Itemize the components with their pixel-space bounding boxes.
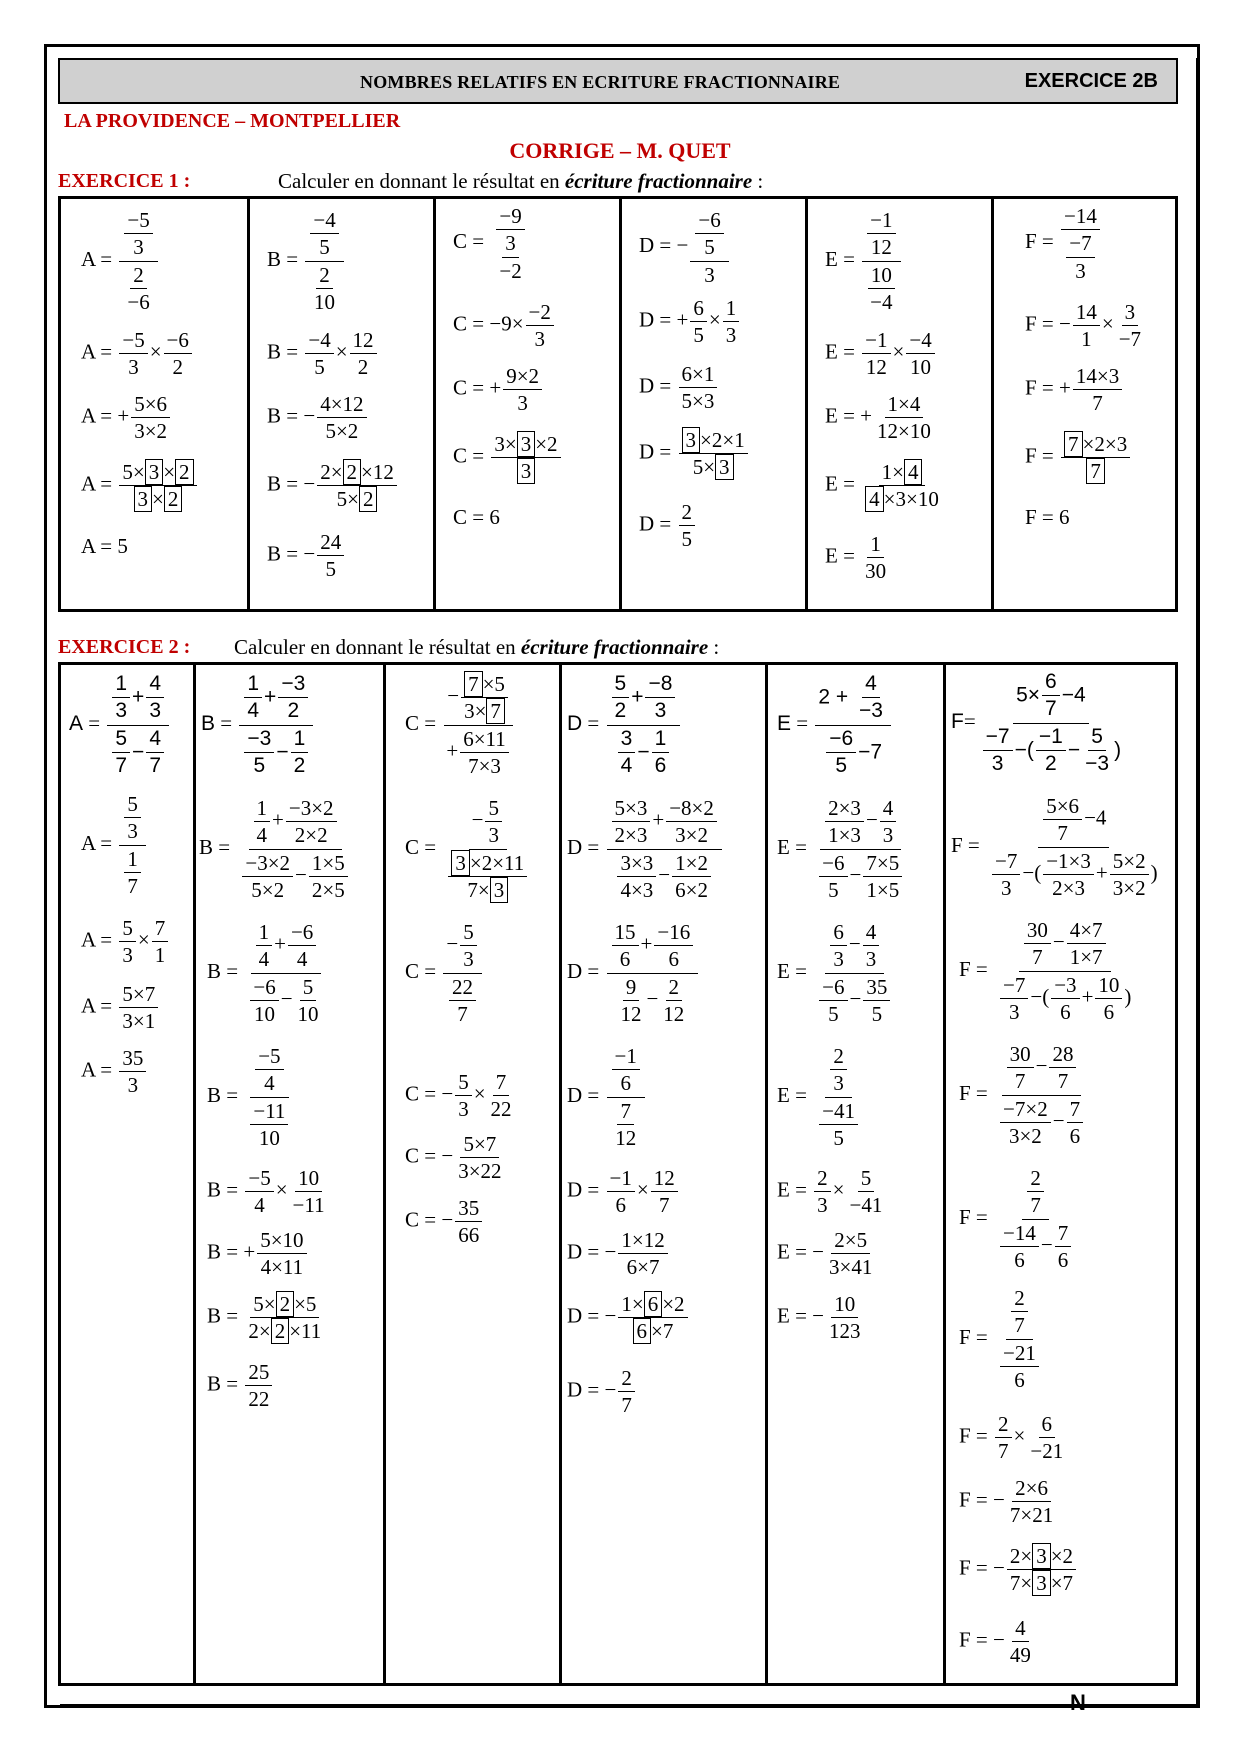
c2-step-2: C = − $\frac{5}{3}$ $\frac{3 \times 2\times 11}{7\times 3}$	[405, 795, 534, 903]
instruction-colon: :	[708, 635, 720, 659]
b-step-5: B = − $\frac{24}{5}$	[267, 529, 346, 583]
e2-step-5: E = $\frac{2}{3}$ × $\frac{5}{-41}$	[777, 1166, 883, 1218]
a-step-5: A = 5	[81, 534, 128, 558]
b2-step-8: B = $\frac{25}{22}$	[207, 1359, 274, 1413]
page-shadow-right	[1196, 58, 1200, 1708]
f2-step-4: F = $\frac{30}{7}$ − $\frac{28}{7}$ $\frac{-7\times 2}{3\times 2}$ − $\frac{7}{6}$	[959, 1041, 1090, 1149]
e-step-1: E = $\frac{\frac{-1}{12}}{\frac{10}{-4}}$	[825, 207, 903, 315]
c-step-3: C = + $\frac{9\times 2}{3}$	[453, 363, 544, 417]
f2-step-2: F = $\frac{5\times 6}{7}$ −4 $\frac{-7}{3}$ −( $\frac{-1\times 3}{2\times 3}$ + $\frac{5\times 2}{3\times 2}$ )	[951, 794, 1158, 900]
c2-step-3: C = − $\frac{5}{3}$ $\frac{22}{7}$	[405, 919, 484, 1027]
d-step-2: D = + $\frac{6}{5}$ × $\frac{1}{3}$	[639, 295, 741, 349]
column-F	[943, 665, 946, 1683]
f2-step-9: F = − $\frac{2\times 3 \times 2}{7\times 3 \times 7}$	[959, 1543, 1078, 1597]
a2-step-1: A = $\frac{1}{3}$ + $\frac{4}{3}$ $\frac{5}{7}$ − $\frac{4}{7}$	[69, 671, 171, 779]
d2-step-8: D = − $\frac{2}{7}$	[567, 1365, 637, 1419]
exercise1-instruction	[278, 169, 763, 194]
exercise1-title: EXERCICE 1 :	[58, 170, 191, 192]
f2-step-1: F= 5× $\frac{6}{7}$ −4 $\frac{-7}{3}$ −( $\frac{-1}{2}$ − $\frac{5}{-3}$ )	[951, 670, 1122, 775]
column-E	[805, 199, 808, 609]
f-step-3: F = + $\frac{14\times 3}{7}$	[1025, 363, 1124, 417]
exercise1-table	[58, 196, 1178, 612]
page-corner-mark: N	[1070, 1690, 1086, 1715]
column-D	[559, 665, 562, 1683]
b-step-2: B = $\frac{-4}{5}$ × $\frac{12}{2}$	[267, 327, 379, 381]
d-step-5: D = $\frac{2}{5}$	[639, 499, 697, 553]
d2-step-2: D = $\frac{5\times 3}{2\times 3}$ + $\frac{-8\times 2}{3\times 2}$ $\frac{3\times 3}{4\times 3}$ − $\frac{1\times 2}{6\times 2}$	[567, 795, 724, 903]
f-step-1: F = $\frac{-14}{\frac{-7}{3}}$	[1025, 203, 1102, 284]
b2-step-4: B = $\frac{\frac{-5}{4}}{\frac{-11}{10}}$	[207, 1043, 295, 1151]
c-step-4: C = $\frac{3\times 3 \times 2}{3}$	[453, 431, 563, 485]
header-exercise: EXERCICE 2B	[1024, 70, 1158, 92]
b-step-4: B = − $\frac{2\times 2 \times 12}{5\times 2}$	[267, 459, 399, 513]
a-step-1: A = $\frac{\frac{-5}{3}}{\frac{2}{-6}}$	[81, 207, 160, 315]
header-title: NOMBRES RELATIFS EN ECRITURE FRACTIONNAIRE	[360, 72, 841, 92]
d2-step-6: D = − $\frac{1\times 12}{6\times 7}$	[567, 1227, 670, 1281]
a2-step-3: A = $\frac{5}{3}$ × $\frac{7}{1}$	[81, 915, 170, 969]
d2-step-3: D = $\frac{15}{6}$ + $\frac{-16}{6}$ $\frac{9}{12}$ − $\frac{2}{12}$	[567, 919, 700, 1027]
column-B	[193, 665, 196, 1683]
d2-step-5: D = $\frac{-1}{6}$ × $\frac{12}{7}$	[567, 1165, 680, 1219]
b2-step-3: B = $\frac{1}{4}$ + $\frac{-6}{4}$ $\frac{-6}{10}$ − $\frac{5}{10}$	[207, 919, 329, 1027]
f2-step-10: F = − $\frac{4}{49}$	[959, 1616, 1031, 1668]
d-step-1: D = − $\frac{\frac{-6}{5}}{3}$	[639, 207, 731, 288]
column-D	[619, 199, 622, 609]
column-C	[433, 199, 436, 609]
d2-step-1: D = $\frac{5}{2}$ + $\frac{-8}{3}$ $\frac{3}{4}$ − $\frac{1}{6}$	[567, 671, 682, 779]
f-step-2: F = − $\frac{14}{1}$ × $\frac{3}{-7}$	[1025, 300, 1142, 352]
exercise2-instruction	[234, 635, 719, 660]
f2-step-3: F = $\frac{30}{7}$ − $\frac{4\times 7}{1\times 7}$ $\frac{-7}{3}$ −( $\frac{-3}{6}$ + $\frac{10}{6}$ )	[959, 918, 1132, 1024]
a2-step-5: A = $\frac{35}{3}$	[81, 1045, 148, 1099]
b2-step-6: B = + $\frac{5\times 10}{4\times 11}$	[207, 1227, 309, 1281]
c2-step-1: C = − $\frac{7 \times 5}{3\times 7}$ + $\frac{6\times 11}{7\times 3}$	[405, 671, 516, 779]
e-step-5: E = $\frac{1}{30}$	[825, 532, 887, 584]
f2-step-6: F = $\frac{\frac{2}{7}}{\frac{-21}{6}}$	[959, 1285, 1046, 1393]
d-step-4: D = $\frac{3 \times 2\times 1}{5\times 3}$	[639, 427, 750, 481]
f-step-4: F = $\frac{7 \times 2\times 3}{7}$	[1025, 431, 1132, 485]
instruction-emphasis: écriture fractionnaire	[564, 169, 753, 193]
b2-step-1: B = $\frac{1}{4}$ + $\frac{-3}{2}$ $\frac{-3}{5}$ − $\frac{1}{2}$	[201, 671, 315, 779]
header-bar	[58, 58, 1178, 104]
e-step-2: E = $\frac{-1}{12}$ × $\frac{-4}{10}$	[825, 327, 937, 381]
b2-step-7: B = $\frac{5\times 2 \times 5}{2\times 2 \times 11}$	[207, 1292, 322, 1344]
a-step-2: A = $\frac{-5}{3}$ × $\frac{-6}{2}$	[81, 327, 194, 381]
column-F	[991, 199, 994, 609]
c2-step-6: C = − $\frac{35}{66}$	[405, 1195, 484, 1249]
a2-step-4: A = $\frac{5\times 7}{3\times 1}$	[81, 981, 160, 1035]
instruction-colon: :	[752, 169, 764, 193]
d2-step-4: D = $\frac{\frac{-1}{6}}{\frac{7}{12}}$	[567, 1043, 647, 1151]
d-step-3: D = $\frac{6\times 1}{5\times 3}$	[639, 361, 719, 415]
b2-step-5: B = $\frac{-5}{4}$ × $\frac{10}{-11}$	[207, 1166, 325, 1218]
c2-step-5: C = − $\frac{5\times 7}{3\times 22}$	[405, 1132, 502, 1184]
e2-step-1: E = 2 + $\frac{4}{-3}$ $\frac{-6}{5}$ −7	[777, 671, 893, 779]
b-step-1: B = $\frac{\frac{-4}{5}}{\frac{2}{10}}$	[267, 207, 346, 315]
c2-step-4: C = − $\frac{5}{3}$ × $\frac{7}{22}$	[405, 1070, 512, 1122]
e-step-3: E = + $\frac{1\times 4}{12\times 10}$	[825, 392, 931, 444]
b2-step-2: B = $\frac{1}{4}$ + $\frac{-3\times 2}{2\times 2}$ $\frac{-3\times 2}{5\times 2}$ − $\frac{1\times 5}{2\times 5}$	[199, 795, 355, 903]
d2-step-7: D = − $\frac{1\times 6 \times 2}{6 \times 7}$	[567, 1291, 690, 1345]
b-step-3: B = − $\frac{4\times 12}{5\times 2}$	[267, 391, 369, 445]
e2-step-7: E = − $\frac{10}{123}$	[777, 1292, 861, 1344]
f2-step-8: F = − $\frac{2\times 6}{7\times 21}$	[959, 1476, 1054, 1528]
c-step-1: C = $\frac{-9}{\frac{3}{-2}}$	[453, 203, 532, 284]
column-E	[765, 665, 768, 1683]
school-name: LA PROVIDENCE – MONTPELLIER	[64, 110, 401, 132]
a-step-4: A = $\frac{5\times 3 \times 2}{3 \times 2}$	[81, 459, 199, 513]
e-step-4: E = $\frac{1\times 4}{4 \times 3\times 10}$	[825, 460, 939, 512]
e2-step-3: E = $\frac{6}{3}$ − $\frac{4}{3}$ $\frac{-6}{5}$ − $\frac{35}{5}$	[777, 919, 897, 1027]
instruction-text: Calculer en donnant le résultat en	[278, 169, 560, 193]
f-step-5: F = 6	[1025, 505, 1070, 529]
c-step-5: C = 6	[453, 505, 500, 529]
e2-step-4: E = $\frac{\frac{2}{3}}{\frac{-41}{5}}$	[777, 1043, 865, 1151]
a2-step-2: A = $\frac{\frac{5}{3}}{\frac{1}{7}}$	[81, 791, 148, 899]
a-step-3: A = + $\frac{5\times 6}{3\times 2}$	[81, 391, 172, 445]
exercise2-table	[58, 662, 1178, 1686]
page-shadow-bottom	[60, 1704, 1200, 1708]
column-C	[383, 665, 386, 1683]
column-B	[247, 199, 250, 609]
e2-step-6: E = − $\frac{2\times 5}{3\times 41}$	[777, 1228, 873, 1280]
c-step-2: C = −9× $\frac{-2}{3}$	[453, 299, 556, 353]
exercise2-title: EXERCICE 2 :	[58, 636, 191, 658]
e2-step-2: E = $\frac{2\times 3}{1\times 3}$ − $\frac{4}{3}$ $\frac{-6}{5}$ − $\frac{7\times 5}{1\times 5}$	[777, 795, 909, 903]
f2-step-7: F = $\frac{2}{7}$ × $\frac{6}{-21}$	[959, 1412, 1064, 1464]
instruction-emphasis: écriture fractionnaire	[520, 635, 709, 659]
instruction-text: Calculer en donnant le résultat en	[234, 635, 516, 659]
corrige-title: CORRIGE – M. QUET	[509, 138, 731, 163]
f2-step-5: F = $\frac{2}{7}$ $\frac{-14}{6}$ − $\frac{7}{6}$	[959, 1165, 1078, 1273]
